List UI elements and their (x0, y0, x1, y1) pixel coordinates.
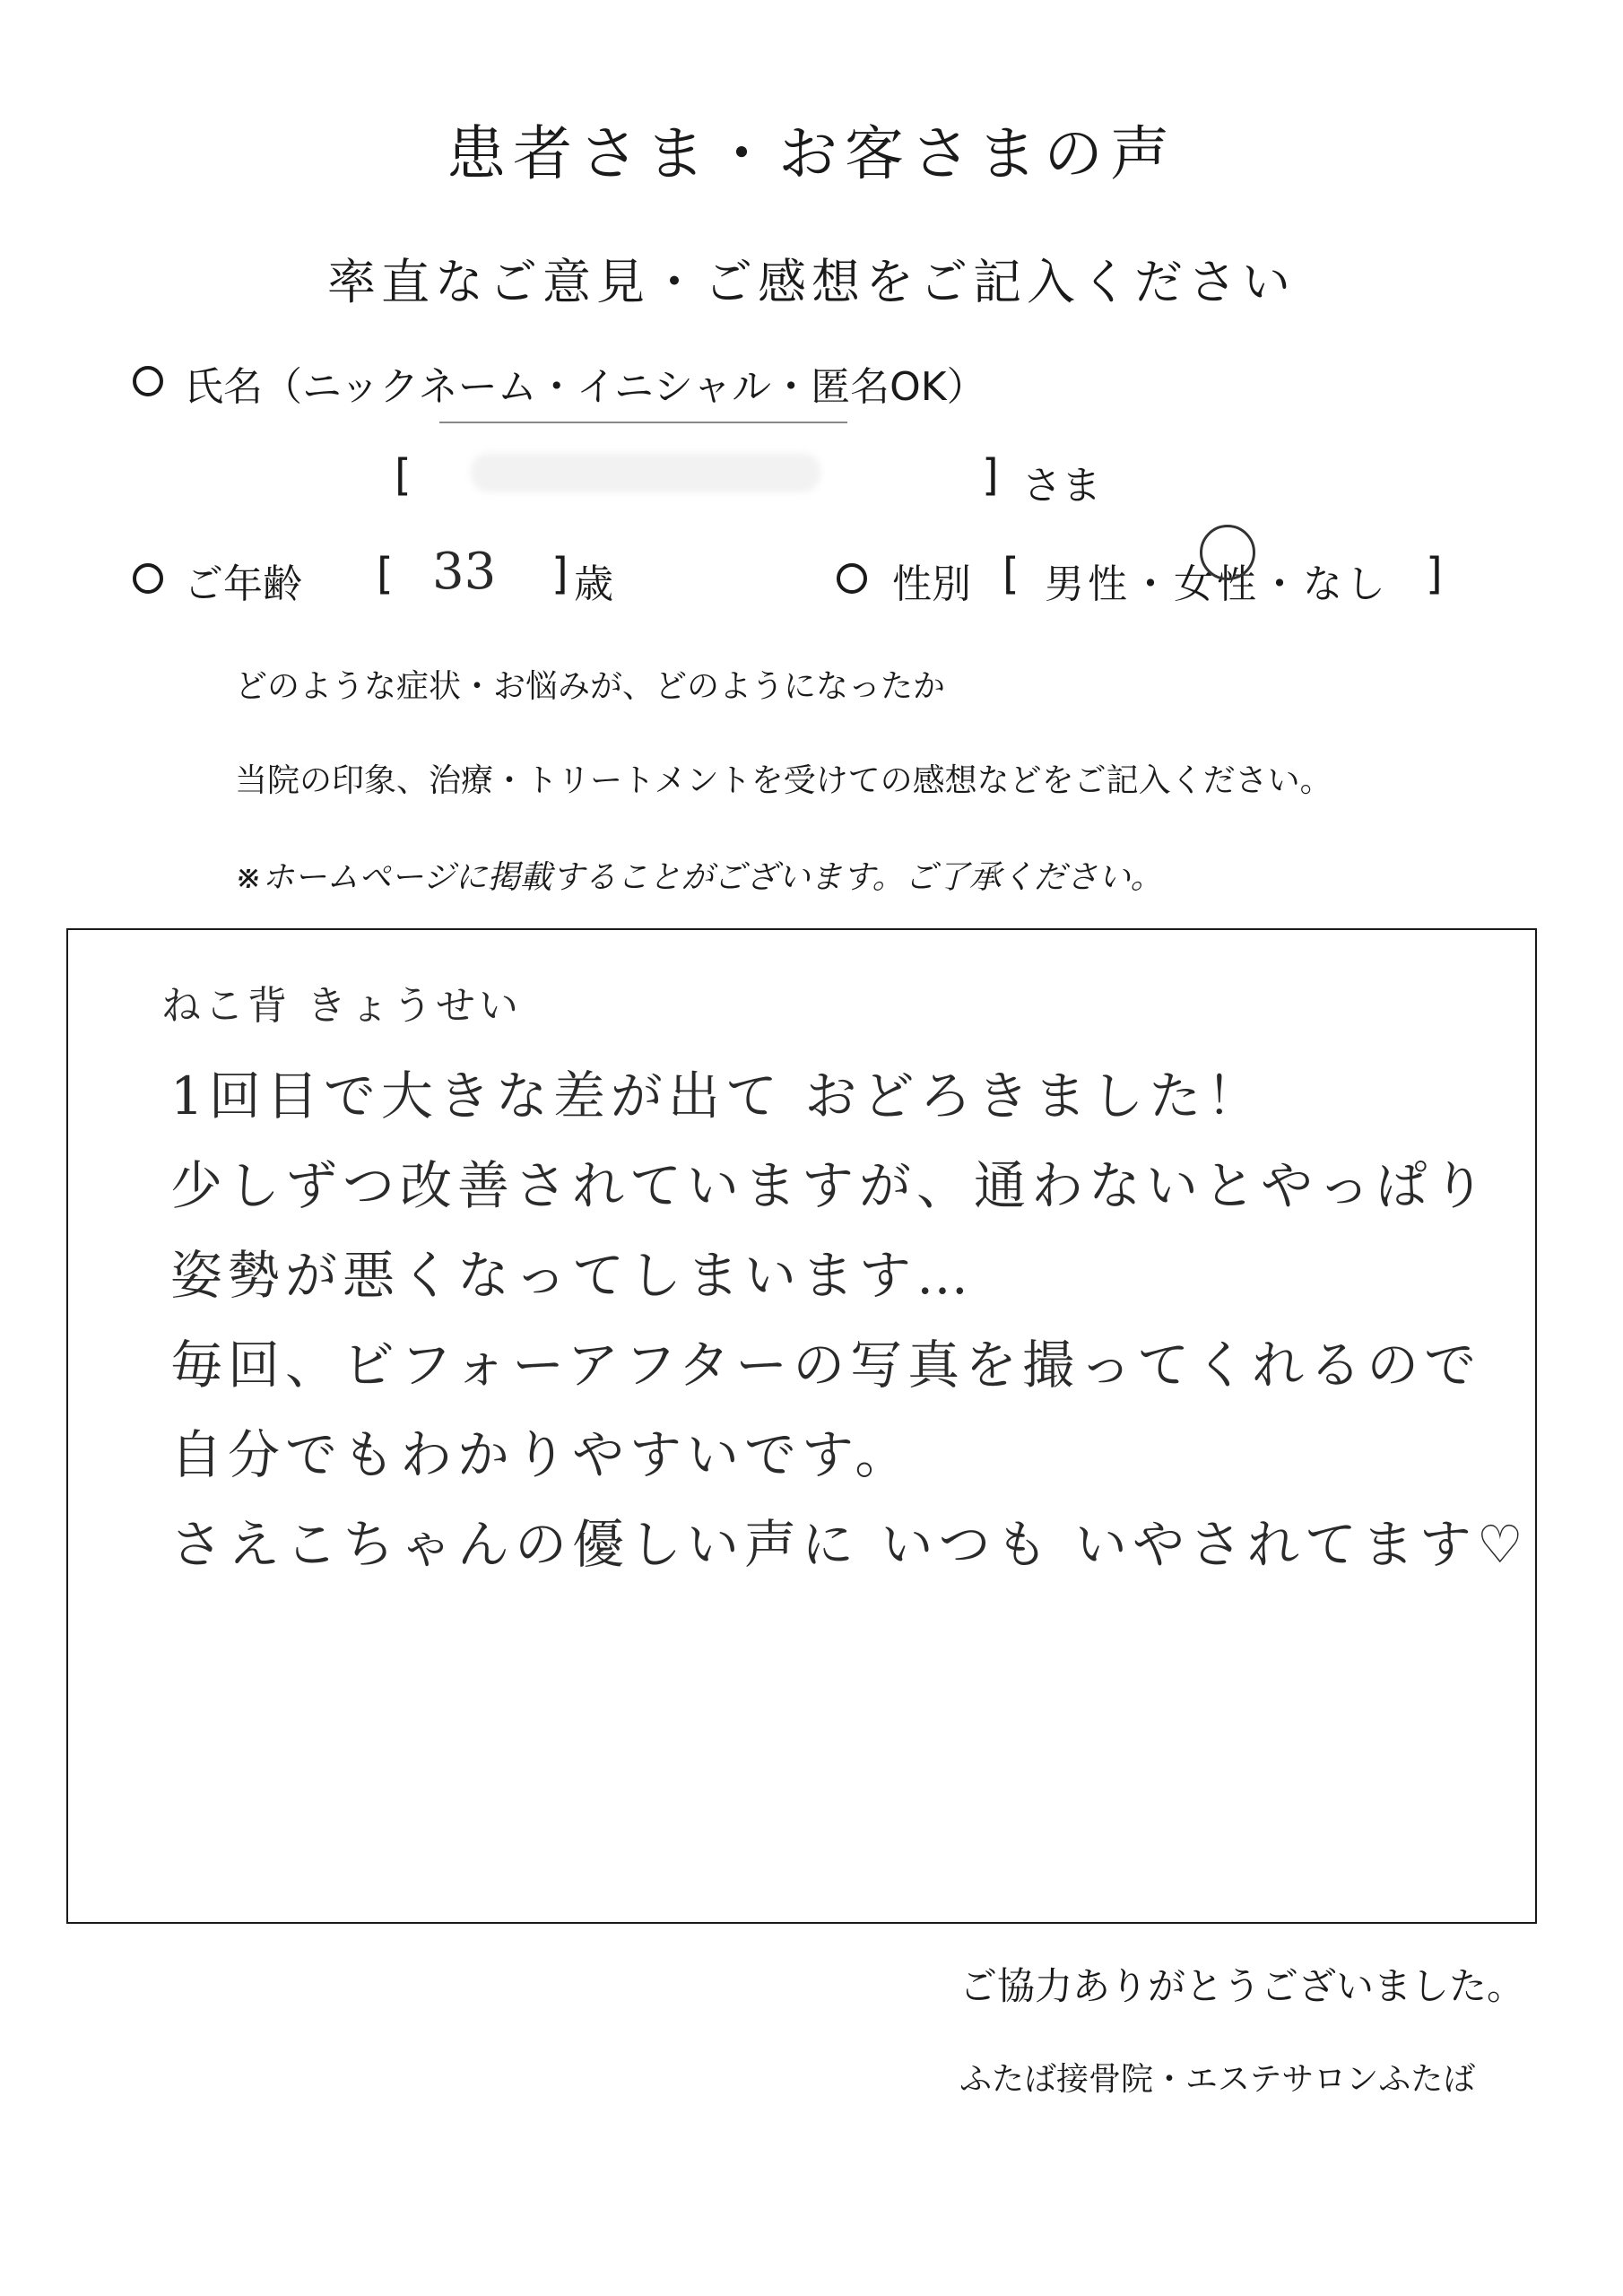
name-bracket-open: [ (395, 450, 412, 500)
age-bracket-close: ] (551, 549, 568, 599)
gender-options: 男性・女性・なし (1045, 561, 1389, 607)
circle-bullet-icon (133, 563, 163, 594)
message-line: 1回目で大きな差が出て おどろきました！ (170, 1065, 1264, 1126)
message-line: 少しずつ改善されていますが、通わないとやっぱり (170, 1155, 1491, 1216)
age-value: 33 (432, 543, 497, 601)
thanks-note: ご協力ありがとうございました。 (959, 1964, 1525, 2008)
name-redacted-value (471, 453, 820, 492)
message-line: 毎回、ビフォーアフターの写真を撮ってくれるので (170, 1335, 1482, 1396)
gender-bracket-close: ] (1426, 549, 1443, 599)
name-underline (439, 422, 847, 423)
gender-field-label: 性別 (892, 561, 971, 607)
instruction-line-3: ※ホームページに掲載することがございます。ご了承ください。 (235, 859, 1163, 896)
circle-bullet-icon (837, 563, 867, 594)
instruction-line-2: 当院の印象、治療・トリートメントを受けての感想などをご記入ください。 (235, 762, 1332, 799)
circle-bullet-icon (133, 366, 163, 396)
message-line: 姿勢が悪くなってしまいます… (170, 1245, 975, 1306)
instruction-line-1: どのような症状・お悩みが、どのようになったか (235, 668, 946, 705)
message-heading: ねこ背 きょうせい (161, 983, 522, 1029)
name-suffix: さま (1022, 463, 1101, 509)
name-bracket-close: ] (982, 450, 999, 500)
age-unit: 歳 (574, 561, 613, 607)
message-line: 自分でもわかりやすいです。 (170, 1424, 913, 1485)
page-title: 患者さま・お客さまの声 (447, 119, 1176, 188)
page-subtitle: 率直なご意見・ご感想をご記入ください (327, 254, 1296, 310)
name-field-label: 氏名（ニックネーム・イニシャル・匿名OK） (184, 364, 986, 410)
age-field-label: ご年齢 (184, 561, 302, 607)
gender-bracket-open: [ (1002, 549, 1020, 599)
message-line: さえこちゃんの優しい声に いつも いやされてます♡ (170, 1514, 1529, 1575)
selected-gender-mark (1200, 525, 1255, 580)
clinic-name: ふたば接骨院・エステサロンふたば (959, 2061, 1476, 2098)
age-bracket-open: [ (377, 549, 394, 599)
